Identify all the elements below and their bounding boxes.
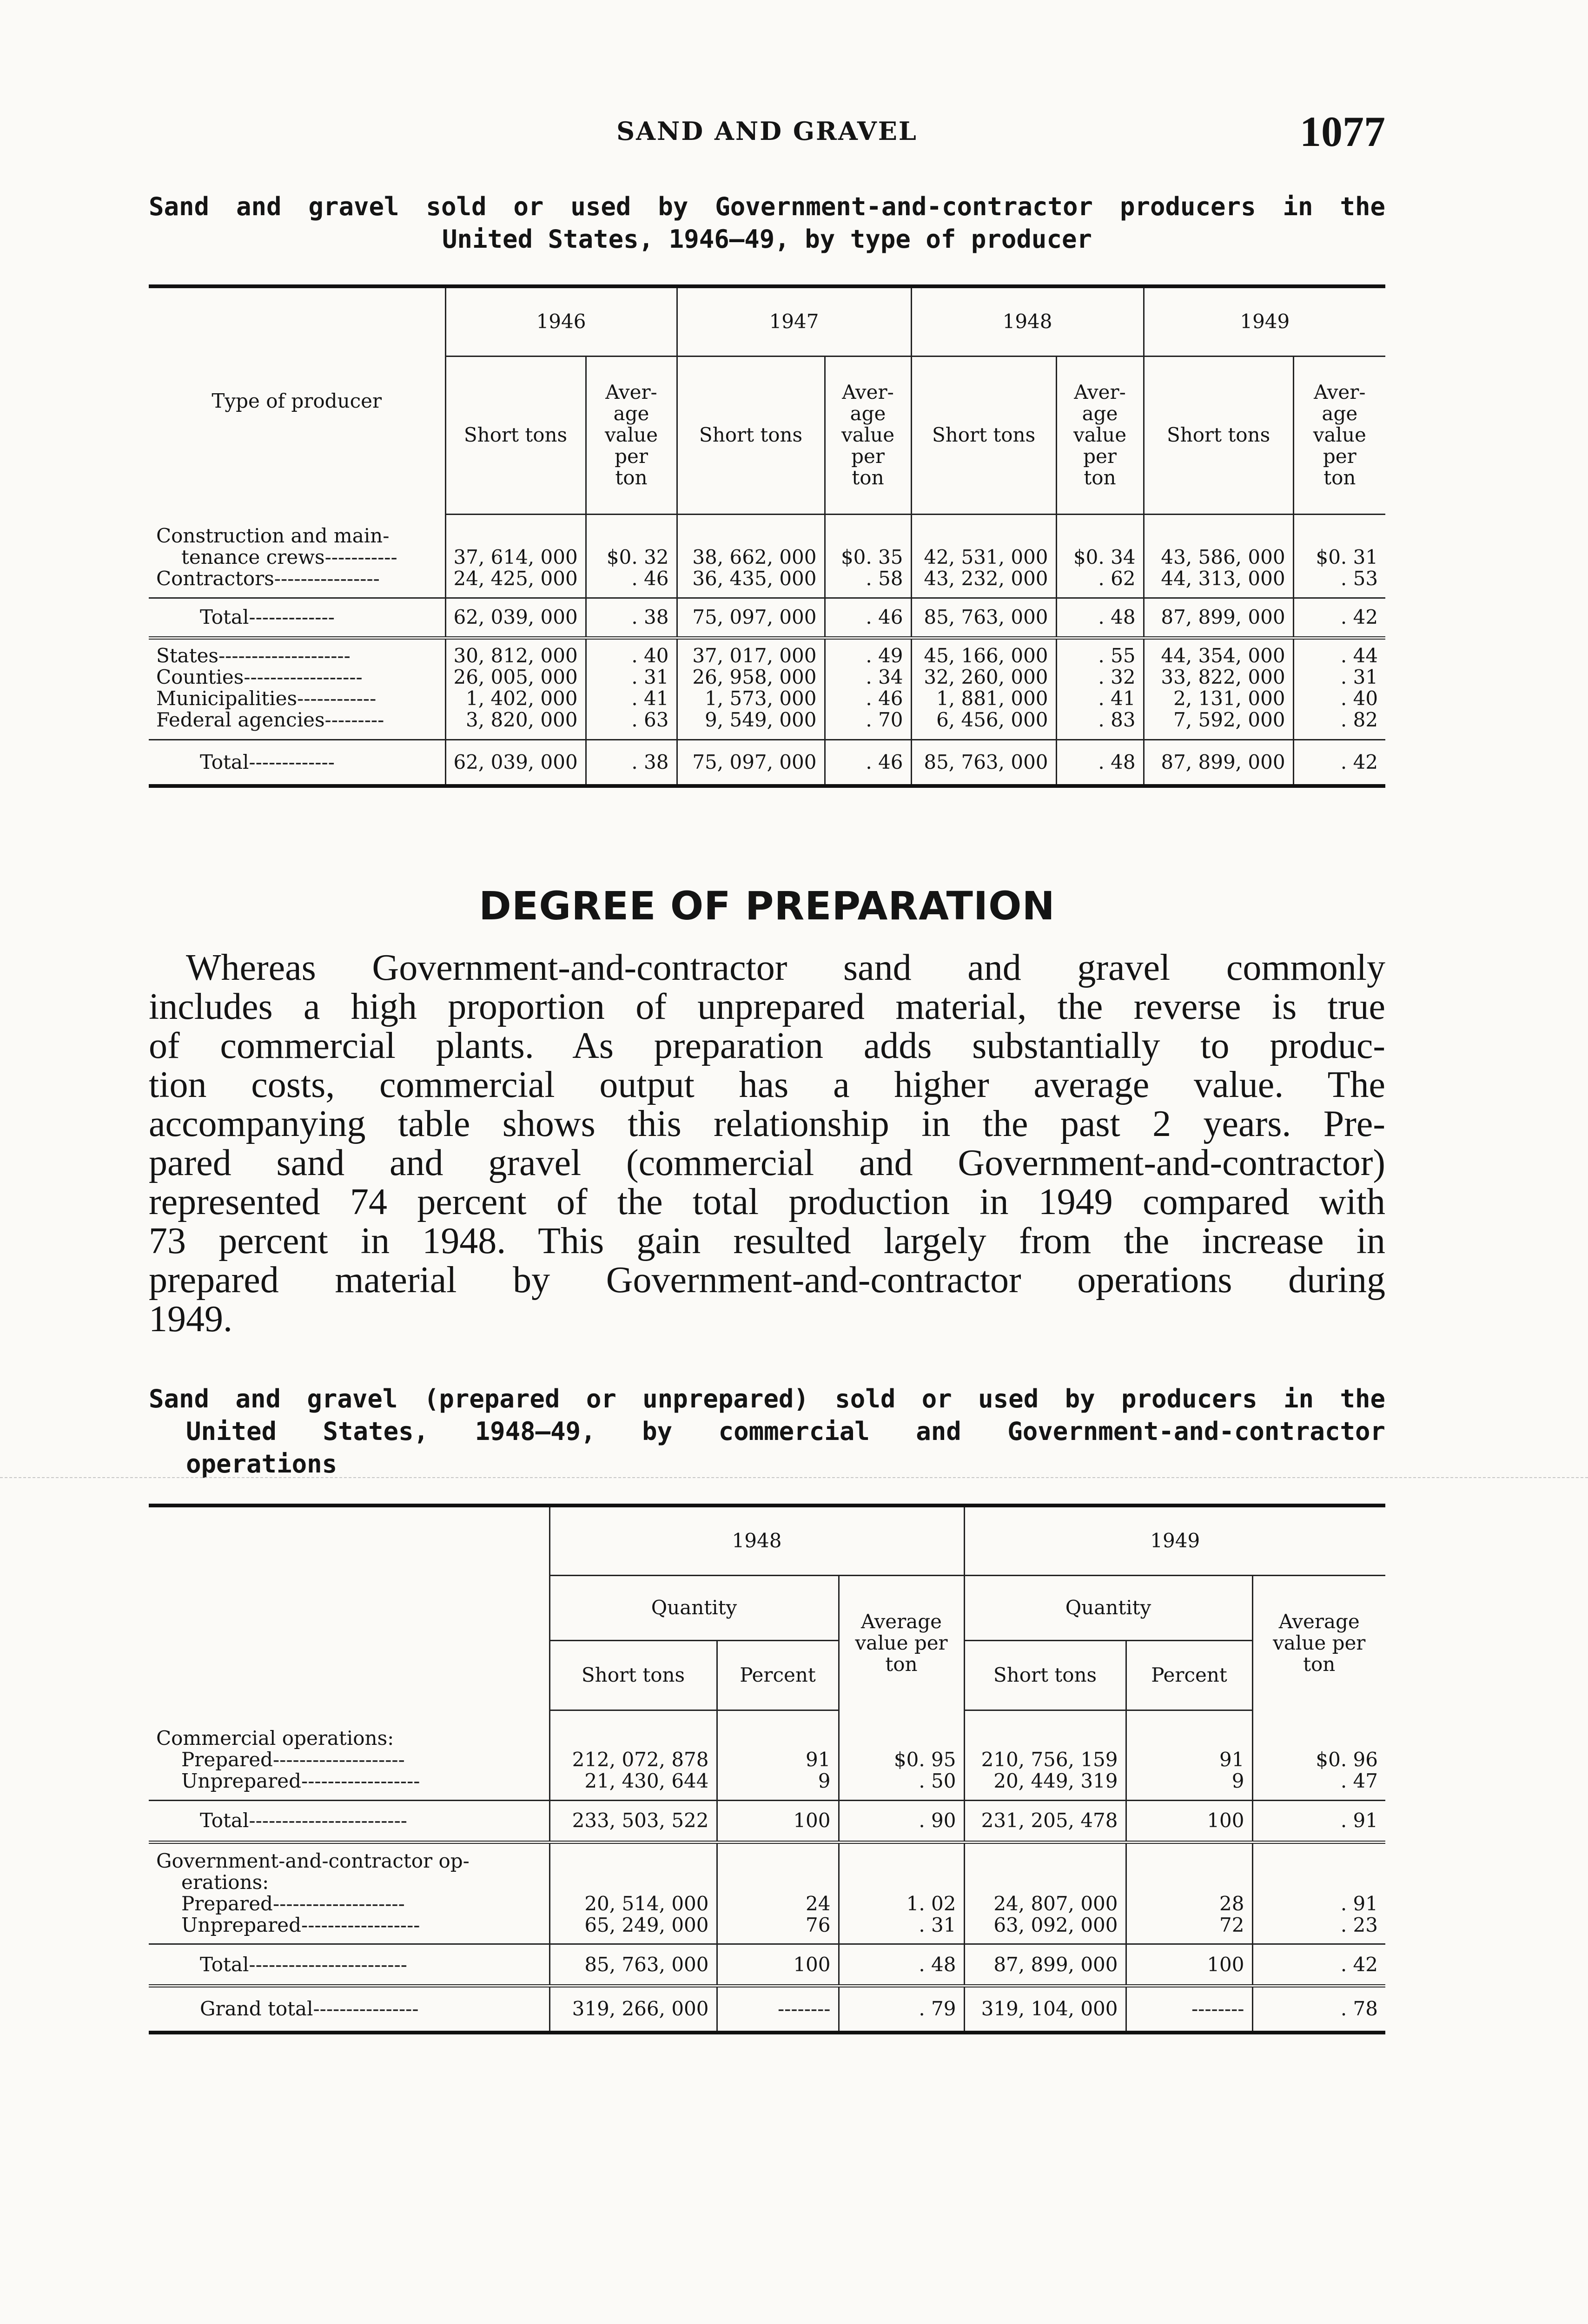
paragraph-line: 1949. (149, 1299, 232, 1340)
row-label: Total------------- (149, 739, 445, 786)
table-cell: 100 (717, 1800, 839, 1842)
table-cell: 42, 531, 000 (911, 547, 1056, 568)
table1-col-avg-value: Aver- age value per ton (1056, 356, 1144, 514)
table2-col-percent: Percent (1126, 1640, 1252, 1710)
table1-col-short-tons: Short tons (911, 356, 1056, 514)
table-row (149, 1986, 1385, 2033)
table-cell: . 42 (1252, 1944, 1385, 1986)
table2-caption-line-1: Sand and gravel (prepared or unprepared) sold or used by producers in the (149, 1384, 1385, 1413)
table2-col-short-tons: Short tons (549, 1640, 717, 1710)
table-cell: 100 (717, 1944, 839, 1986)
table-row (149, 1893, 1385, 1915)
table-cell: 2, 131, 000 (1144, 688, 1293, 709)
row-label: Municipalities------------ (156, 687, 377, 710)
table2-year-1948: 1948 (549, 1505, 964, 1575)
table2-caption-line-3: operations (186, 1449, 337, 1479)
table1-col-short-tons: Short tons (1144, 356, 1293, 514)
row-label: Prepared-------------------- (181, 1892, 405, 1915)
body-paragraph (149, 948, 1385, 1339)
row-label: Counties------------------ (156, 665, 363, 688)
table-cell: $0. 32 (586, 547, 677, 568)
table-cell: 24, 807, 000 (964, 1893, 1126, 1915)
table-cell: 26, 005, 000 (445, 667, 586, 688)
table-cell: . 70 (825, 709, 911, 740)
table2-caption (149, 1383, 1385, 1480)
table2-col-percent: Percent (717, 1640, 839, 1710)
row-label: erations: (181, 1870, 269, 1894)
table-row (149, 568, 1385, 598)
table-cell: 3, 820, 000 (445, 709, 586, 740)
table-cell: 91 (717, 1749, 839, 1770)
paragraph-line: prepared material by Government-and-contractor operations during (149, 1260, 1385, 1301)
table-cell: . 49 (825, 638, 911, 667)
table-row (149, 1842, 1385, 1872)
table2-preparation (149, 1504, 1385, 2034)
running-title: SAND AND GRAVEL (616, 116, 918, 146)
table-row (149, 1710, 1385, 1749)
row-label: Total------------- (200, 606, 335, 628)
table-cell: . 42 (1293, 739, 1385, 786)
table-cell: 38, 662, 000 (677, 547, 825, 568)
table-cell: . 50 (839, 1770, 964, 1800)
table-cell: 87, 899, 000 (964, 1944, 1126, 1986)
table-cell: 87, 899, 000 (1144, 739, 1293, 786)
table-row (149, 667, 1385, 688)
table-cell: . 31 (1293, 667, 1385, 688)
table-cell: . 32 (1056, 667, 1144, 688)
scan-artifact-line (0, 1477, 1588, 1478)
row-label: Unprepared------------------ (149, 1915, 549, 1944)
table-cell: 75, 097, 000 (677, 739, 825, 786)
table1-year-1947: 1947 (677, 286, 911, 356)
table-cell: $0. 31 (1293, 547, 1385, 568)
table-cell: 65, 249, 000 (549, 1915, 717, 1944)
table-cell: 37, 017, 000 (677, 638, 825, 667)
table-cell: 21, 430, 644 (549, 1770, 717, 1800)
table-cell: 20, 449, 319 (964, 1770, 1126, 1800)
table-cell: 6, 456, 000 (911, 709, 1056, 740)
table-cell: $0. 96 (1252, 1749, 1385, 1770)
table-cell: 44, 313, 000 (1144, 568, 1293, 598)
table1-year-1946: 1946 (445, 286, 677, 356)
table-cell: $0. 34 (1056, 547, 1144, 568)
row-label: States-------------------- (149, 638, 445, 667)
table-cell: 9 (717, 1770, 839, 1800)
table-cell: . 53 (1293, 568, 1385, 598)
table-cell: . 41 (586, 688, 677, 709)
row-label: tenance crews----------- (181, 546, 397, 568)
row-label: Grand total---------------- (149, 1986, 549, 2033)
table1-col-avg-value: Aver- age value per ton (586, 356, 677, 514)
table-cell: . 38 (586, 598, 677, 638)
table-cell: 1. 02 (839, 1893, 964, 1915)
table-cell: 210, 756, 159 (964, 1749, 1126, 1770)
table-cell: 43, 586, 000 (1144, 547, 1293, 568)
table-row (149, 1800, 1385, 1842)
table2-col-avg-value: Average value per ton (839, 1575, 964, 1710)
table-cell: . 83 (1056, 709, 1144, 740)
table-cell: 1, 402, 000 (445, 688, 586, 709)
table1-stub-header: Type of producer (149, 286, 445, 514)
table-cell: . 62 (1056, 568, 1144, 598)
page-number: 1077 (1300, 108, 1385, 155)
table-cell: . 78 (1252, 1986, 1385, 2033)
table2-col-short-tons: Short tons (964, 1640, 1126, 1710)
table-cell: . 79 (839, 1986, 964, 2033)
table1-producer-type (149, 284, 1385, 788)
table-cell: 231, 205, 478 (964, 1800, 1126, 1842)
table-cell: . 58 (825, 568, 911, 598)
table-cell: . 48 (1056, 739, 1144, 786)
table-cell: . 48 (839, 1944, 964, 1986)
table-cell: 63, 092, 000 (964, 1915, 1126, 1944)
table2-col-quantity: Quantity (964, 1575, 1252, 1640)
table-row (149, 1944, 1385, 1986)
table-cell: . 91 (1252, 1893, 1385, 1915)
table-cell: 33, 822, 000 (1144, 667, 1293, 688)
table-cell: . 23 (1252, 1915, 1385, 1944)
paragraph-line: pared sand and gravel (commercial and Government-and-contractor) (149, 1142, 1385, 1183)
table-row (149, 1872, 1385, 1893)
table-cell: 319, 104, 000 (964, 1986, 1126, 2033)
table-cell: 319, 266, 000 (549, 1986, 717, 2033)
table-cell: 37, 614, 000 (445, 547, 586, 568)
table2-col-avg-value: Average value per ton (1252, 1575, 1385, 1710)
row-label: Commercial operations: (156, 1727, 394, 1750)
table-cell: . 40 (586, 638, 677, 667)
table-cell: -------- (1126, 1986, 1252, 2033)
table1-col-avg-value: Aver- age value per ton (825, 356, 911, 514)
paragraph-line: Whereas Government-and-contractor sand and gravel commonly (186, 947, 1385, 988)
table-row (149, 638, 1385, 667)
table-cell: 1, 573, 000 (677, 688, 825, 709)
table2-col-quantity: Quantity (549, 1575, 839, 1640)
running-head (149, 107, 1385, 163)
table-cell: 36, 435, 000 (677, 568, 825, 598)
table-cell: 212, 072, 878 (549, 1749, 717, 1770)
table-cell: 72 (1126, 1915, 1252, 1944)
table-cell: . 46 (825, 598, 911, 638)
table-cell: -------- (717, 1986, 839, 2033)
table-cell: 62, 039, 000 (445, 598, 586, 638)
table-cell: 9 (1126, 1770, 1252, 1800)
row-label: Total------------------------ (200, 1953, 407, 1976)
table-cell: . 42 (1293, 598, 1385, 638)
paragraph-line: includes a high proportion of unprepared material, the reverse is true (149, 986, 1385, 1027)
paragraph-line: accompanying table shows this relationship in the past 2 years. Pre- (149, 1103, 1385, 1144)
table-cell: 85, 763, 000 (549, 1944, 717, 1986)
table-row (149, 547, 1385, 568)
table-cell: 26, 958, 000 (677, 667, 825, 688)
table-cell: $0. 95 (839, 1749, 964, 1770)
table-row (149, 739, 1385, 786)
table-cell: . 46 (825, 739, 911, 786)
table-cell: . 38 (586, 739, 677, 786)
table-cell: 24 (717, 1893, 839, 1915)
paragraph-line: 73 percent in 1948. This gain resulted largely from the increase in (149, 1221, 1385, 1261)
row-label: Total------------------------ (200, 1809, 407, 1832)
table-cell: . 47 (1252, 1770, 1385, 1800)
table-cell: . 91 (1252, 1800, 1385, 1842)
table-cell: . 90 (839, 1800, 964, 1842)
table1-year-1949: 1949 (1144, 286, 1385, 356)
row-label: Federal agencies--------- (149, 709, 445, 740)
table-row (149, 1770, 1385, 1800)
table-row (149, 598, 1385, 638)
table-cell: 76 (717, 1915, 839, 1944)
table-row (149, 688, 1385, 709)
table-cell: 87, 899, 000 (1144, 598, 1293, 638)
paragraph-line: of commercial plants. As preparation adds substantially to produc- (149, 1025, 1385, 1066)
table-cell: 28 (1126, 1893, 1252, 1915)
table-cell: . 34 (825, 667, 911, 688)
table-cell: 1, 881, 000 (911, 688, 1056, 709)
row-label: Prepared-------------------- (181, 1748, 405, 1771)
table2-year-1949: 1949 (964, 1505, 1385, 1575)
table-cell: . 40 (1293, 688, 1385, 709)
table-cell: 75, 097, 000 (677, 598, 825, 638)
table-cell: 7, 592, 000 (1144, 709, 1293, 740)
table-cell: 30, 812, 000 (445, 638, 586, 667)
table-cell: . 48 (1056, 598, 1144, 638)
row-label: Contractors---------------- (149, 568, 445, 598)
table1-col-short-tons: Short tons (445, 356, 586, 514)
table-cell: 32, 260, 000 (911, 667, 1056, 688)
table-cell: 85, 763, 000 (911, 598, 1056, 638)
row-label: Construction and main- (156, 524, 390, 547)
table-cell: . 46 (825, 688, 911, 709)
row-label: Unprepared------------------ (149, 1770, 549, 1800)
table-cell: . 82 (1293, 709, 1385, 740)
paragraph-line: tion costs, commercial output has a higher average value. The (149, 1064, 1385, 1105)
table-cell: 100 (1126, 1944, 1252, 1986)
table-cell: . 44 (1293, 638, 1385, 667)
table-cell: . 31 (586, 667, 677, 688)
table2-caption-line-2: United States, 1948–49, by commercial and Government-and-contractor (186, 1417, 1385, 1446)
table-cell: 85, 763, 000 (911, 739, 1056, 786)
table-cell: $0. 35 (825, 547, 911, 568)
table-cell: . 46 (586, 568, 677, 598)
table-cell: . 41 (1056, 688, 1144, 709)
table1-col-avg-value: Aver- age value per ton (1293, 356, 1385, 514)
table-cell: 24, 425, 000 (445, 568, 586, 598)
table-row (149, 1749, 1385, 1770)
table-cell: . 63 (586, 709, 677, 740)
table1-caption (149, 191, 1385, 256)
table-row (149, 514, 1385, 547)
table-cell: . 31 (839, 1915, 964, 1944)
table-cell: 45, 166, 000 (911, 638, 1056, 667)
table-cell: 43, 232, 000 (911, 568, 1056, 598)
paragraph-line: represented 74 percent of the total production in 1949 compared with (149, 1182, 1385, 1222)
table1-caption-line-1: Sand and gravel sold or used by Government-and-contractor producers in the (149, 192, 1385, 221)
table1-caption-line-2: United States, 1946–49, by type of producer (442, 224, 1092, 254)
table1-col-short-tons: Short tons (677, 356, 825, 514)
table-cell: 233, 503, 522 (549, 1800, 717, 1842)
table1-year-1948: 1948 (911, 286, 1144, 356)
table-cell: 9, 549, 000 (677, 709, 825, 740)
table-cell: 91 (1126, 1749, 1252, 1770)
table-cell: 62, 039, 000 (445, 739, 586, 786)
table-cell: . 55 (1056, 638, 1144, 667)
row-label: Government-and-contractor op- (149, 1842, 549, 1872)
section-heading: DEGREE OF PREPARATION (479, 883, 1055, 929)
table-row (149, 709, 1385, 740)
table-cell: 20, 514, 000 (549, 1893, 717, 1915)
table-cell: 44, 354, 000 (1144, 638, 1293, 667)
table-row (149, 1915, 1385, 1944)
table-cell: 100 (1126, 1800, 1252, 1842)
